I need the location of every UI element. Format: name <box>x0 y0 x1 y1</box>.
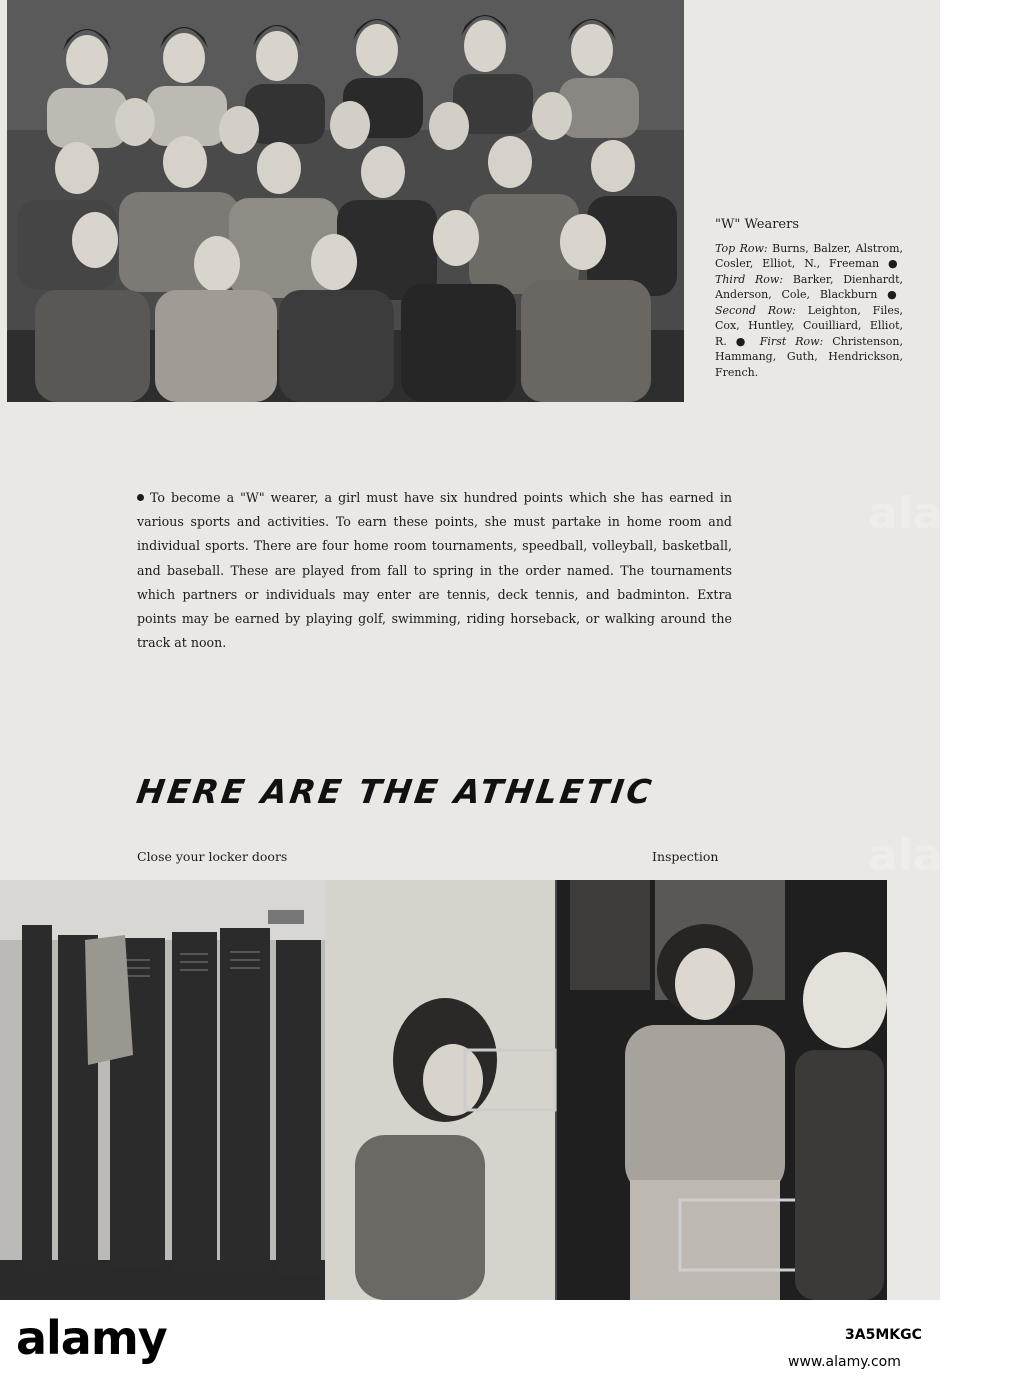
team-photo-caption <box>715 217 903 380</box>
body-paragraph-text: To become a "W" wearer, a girl must have six hundred points which she has earned in various sports and activities. To earn these points, she must partake in home room and individual sports. There are four home room tournaments, speedball, volleyball, basketball, and baseball. These are played from fall to spring in the order named. The tournaments which partners or individuals may enter are tennis, deck tennis, and badminton. Extra points may be earned by playing golf, swimming, riding horseback, or walking around the track at noon. <box>137 490 732 651</box>
alamy-logo: alamy <box>16 1311 167 1365</box>
locker-room-photo <box>0 880 325 1300</box>
first-row-names: Christenson, Hammang, Guth, Hendrickson, French. <box>715 334 904 379</box>
team-photo-illustration <box>7 0 684 402</box>
paragraph-bullet <box>137 494 144 501</box>
caption-bullet: ● <box>887 257 903 270</box>
first-row-label: First Row: <box>759 334 824 348</box>
image-id: 3A5MKGC <box>845 1327 922 1343</box>
caption-bullet: ● <box>887 288 903 301</box>
caption-names <box>715 241 903 381</box>
inspection-photo <box>325 880 884 1300</box>
second-row-label: Second Row: <box>715 303 796 317</box>
caption-bullet: ● <box>735 334 760 348</box>
watermark: alamy <box>868 488 1017 539</box>
watermark: alamy <box>868 830 1017 881</box>
locker-photo-caption: Close your locker doors <box>137 849 288 864</box>
top-row-names: Burns, Balzer, Alstrom, Cosler, Elliot, N., Freeman <box>715 241 904 270</box>
inspection-photo-caption: Inspection <box>652 849 719 864</box>
second-row-names: Leighton, Files, Cox, Huntley, Couilliard, Elliot, R. <box>715 303 904 348</box>
section-headline: HERE ARE THE ATHLETIC <box>134 772 657 811</box>
caption-title: "W" Wearers <box>715 217 799 232</box>
third-row-label: Third Row: <box>715 272 784 286</box>
footer-url[interactable]: www.alamy.com <box>788 1354 901 1370</box>
top-row-label: Top Row: <box>715 241 768 255</box>
locker-photo-illustration <box>0 880 325 1300</box>
body-paragraph <box>137 486 732 655</box>
inspection-photo-illustration <box>325 880 884 1300</box>
third-row-names: Barker, Dienhardt, Anderson, Cole, Blackburn <box>715 272 904 301</box>
team-group-photo <box>7 0 684 402</box>
